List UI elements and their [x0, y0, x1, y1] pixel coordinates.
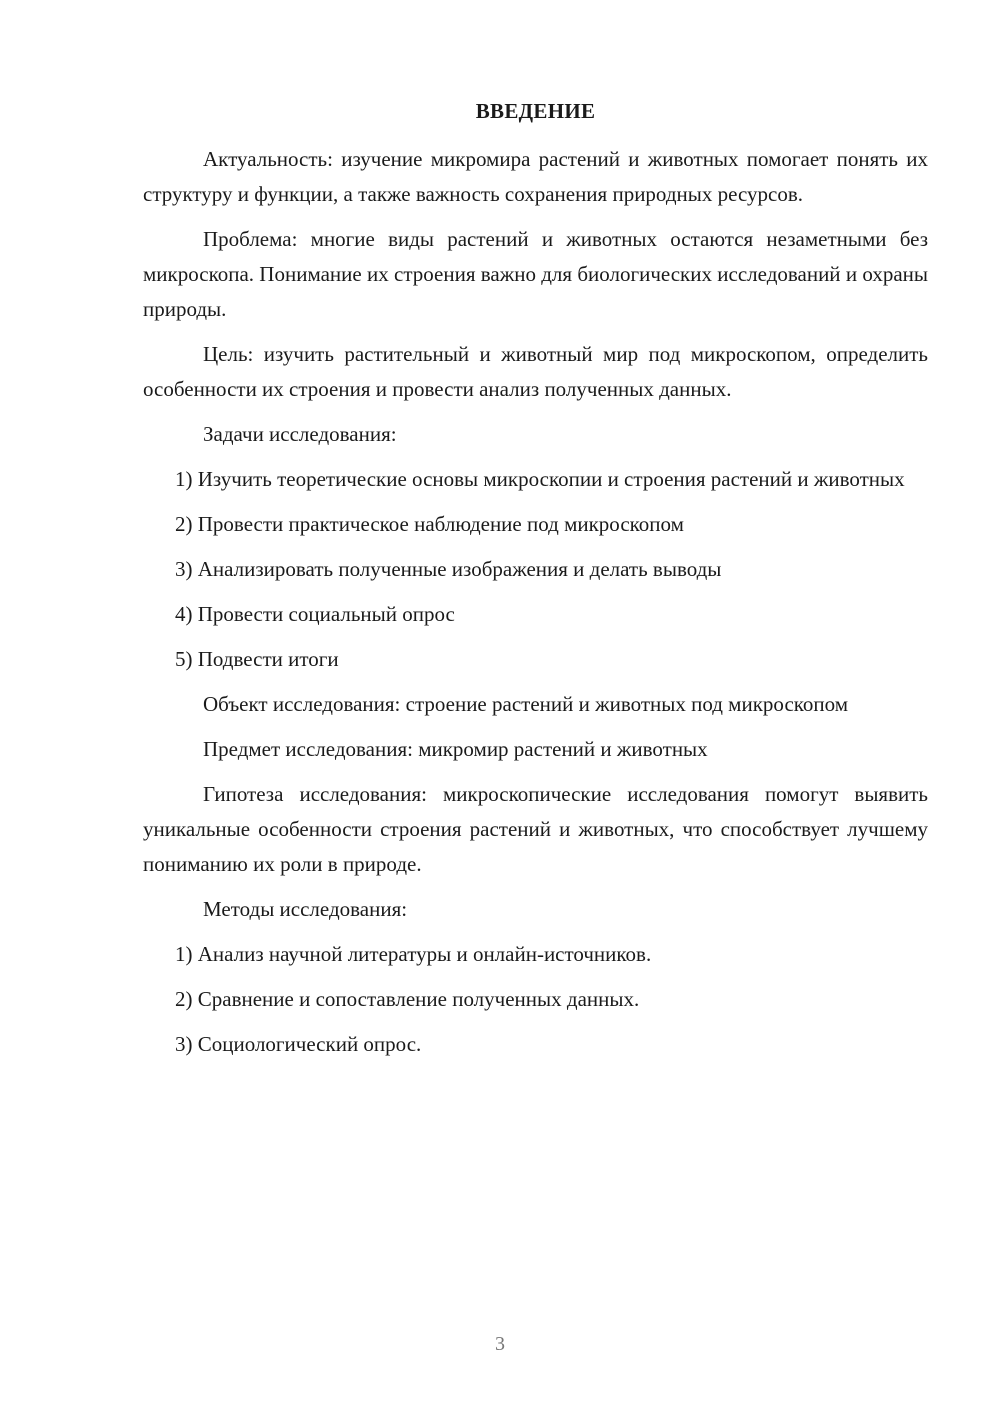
- tasks-heading: Задачи исследования:: [203, 422, 397, 446]
- object-paragraph: Объект исследования: строение растений и животных под микроскопом: [203, 692, 849, 716]
- method-item: 1) Анализ научной литературы и онлайн-источников.: [175, 942, 652, 966]
- task-item: 3) Анализировать полученные изображения и делать выводы: [175, 557, 722, 581]
- method-item: 3) Социологический опрос.: [175, 1032, 422, 1056]
- problem-paragraph: Проблема: многие виды растений и животных остаются незаметными без микроскопа. Понимание их строения важно для биологических исследований и охраны природы.: [143, 227, 928, 321]
- hypothesis-paragraph: Гипотеза исследования: микроскопические исследования помогут выявить уникальные особенности строения растений и животных, что способствует лучшему пониманию их роли в природе.: [143, 782, 928, 876]
- task-item: 2) Провести практическое наблюдение под микроскопом: [175, 512, 684, 536]
- method-item: 2) Сравнение и сопоставление полученных данных.: [175, 987, 640, 1011]
- page-number: 3: [495, 1333, 505, 1355]
- task-item: 5) Подвести итоги: [175, 647, 339, 671]
- page-title: ВВЕДЕНИЕ: [475, 99, 596, 123]
- goal-paragraph: Цель: изучить растительный и животный мир под микроскопом, определить особенности их строения и провести анализ полученных данных.: [143, 342, 928, 401]
- relevance-paragraph: Актуальность: изучение микромира растений и животных помогает понять их структуру и функции, а также важность сохранения природных ресурсов.: [143, 147, 928, 206]
- task-item: 1) Изучить теоретические основы микроскопии и строения растений и животных: [175, 467, 905, 491]
- task-item: 4) Провести социальный опрос: [175, 602, 455, 626]
- document-page: [143, 96, 928, 1072]
- subject-paragraph: Предмет исследования: микромир растений и животных: [203, 737, 708, 761]
- methods-heading: Методы исследования:: [203, 897, 408, 921]
